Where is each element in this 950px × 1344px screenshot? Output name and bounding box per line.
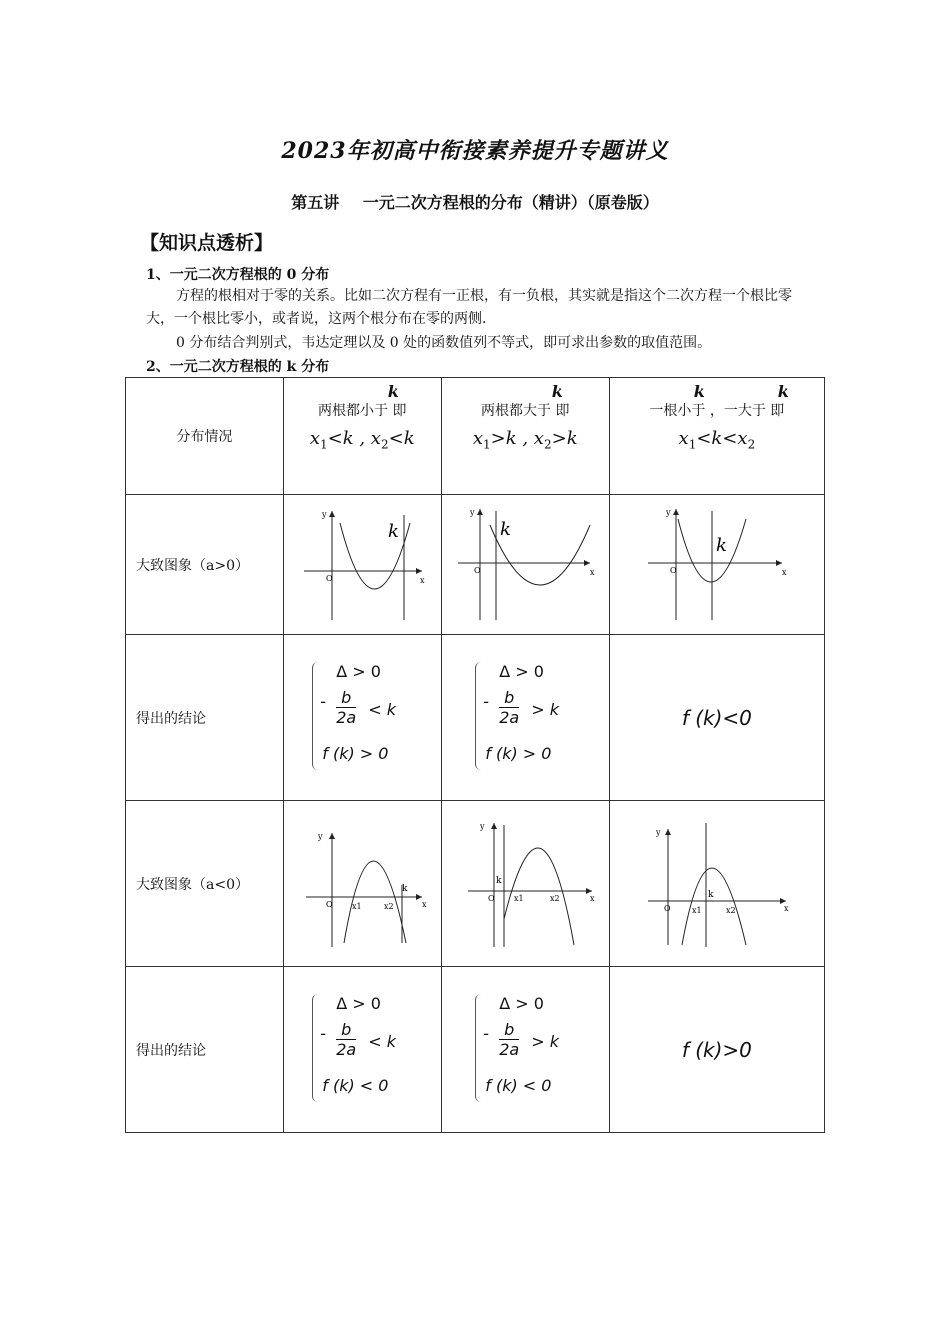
paragraph-zero-relation: 方程的根相对于零的关系。比如二次方程有一正根，有一负根，其实就是指这个二次方程一个根比零大，一个根比零小，或者说，这两个根分布在零的两侧. [146,288,792,327]
k-label: k [693,382,705,401]
root-x1: x1 [514,893,524,903]
k-label: k [777,382,789,401]
discriminant: Δ > 0 [336,993,381,1013]
paragraph-zero-method: 0 分布结合判别式，韦达定理以及 0 处的函数值列不等式，即可求出参数的取值范围。 [176,335,712,351]
header-text: 两根都大于 即 [481,403,570,419]
header-math: $x_1<k<x_2$ [678,428,756,452]
discriminant: Δ > 0 [499,661,544,681]
header-text: 两根都小于 即 [318,403,407,419]
graph-down-straddle [642,819,792,949]
row-label: 大致图象（a<0） [126,801,284,967]
axis-of-symmetry: $\frac{b}{2a}$ [336,687,357,727]
table-row [126,967,825,1133]
graph-up-straddle [642,505,792,625]
header-one-each-side [610,378,824,494]
origin: O [669,565,677,575]
k-label: k [707,889,714,900]
axis-y: y [322,509,327,519]
origin: O [326,899,333,909]
condition-set-greater: Δ > 0 - $\frac{b}{2a}$ > k f (k) > 0 [475,658,575,778]
condition-set-greater: Δ > 0 - $\frac{b}{2a}$ > k f (k) < 0 [475,990,575,1110]
k-label: k [551,382,563,401]
row-label: 得出的结论 [126,967,284,1133]
row-label: 得出的结论 [126,635,284,801]
header-text: 一根小于 ，一大于 即 [649,403,785,419]
axis-of-symmetry: $\frac{b}{2a}$ [336,1019,357,1059]
lecture-subtitle: 第五讲 一元二次方程根的分布（精讲）（原卷版） [291,193,659,212]
axis-x: x [590,893,595,903]
axis-y: y [655,827,661,837]
header-both-greater [442,378,609,494]
root-x2: x2 [550,893,560,903]
axis-of-symmetry: $\frac{b}{2a}$ [499,1019,520,1059]
axis-x: x [420,575,425,585]
axis-x: x [781,567,787,577]
root-x1: x1 [691,905,702,915]
f-of-k-negative: f (k)<0 [609,635,824,801]
header-both-less [284,378,441,494]
graph-down-both-less [292,819,432,949]
axis-x: x [590,567,595,577]
k-label: k [715,534,727,556]
row-label: 大致图象（a>0） [126,495,284,635]
k-label: k [500,518,512,540]
origin: O [488,893,495,903]
discriminant: Δ > 0 [336,661,381,681]
root-x1: x1 [352,901,362,911]
row-label: 分布情况 [126,378,284,495]
axis-of-symmetry: $\frac{b}{2a}$ [499,687,520,727]
header-math: $x_1<k$ , $x_2<k$ [309,428,415,452]
condition-set-less: Δ > 0 - $\frac{b}{2a}$ < k f (k) < 0 [312,990,412,1110]
axis-y: y [665,507,671,517]
root-x2: x2 [384,901,394,911]
f-of-k: f (k) < 0 [322,1075,389,1095]
section-title: 【知识点透析】 [140,232,274,254]
k-label: k [388,520,400,542]
origin: O [663,903,671,913]
f-of-k-positive: f (k)>0 [609,967,824,1133]
f-of-k: f (k) > 0 [322,743,389,763]
root-x2: x2 [725,905,736,915]
axis-y: y [470,507,475,517]
axis-y: y [318,831,323,841]
origin: O [326,573,333,583]
graph-up-both-less [292,505,432,625]
heading-k-distribution: 2、一元二次方程根的 k 分布 [146,359,330,375]
f-of-k: f (k) > 0 [485,743,552,763]
table-row [126,495,825,635]
f-of-k: f (k) < 0 [485,1075,552,1095]
k-label: k [402,883,408,894]
table-row [126,635,825,801]
axis-y: y [480,821,485,831]
header-math: $x_1>k$ , $x_2>k$ [472,428,578,452]
graph-up-both-greater [450,505,600,625]
origin: O [474,565,481,575]
graph-down-both-greater [450,819,600,949]
heading-zero-distribution: 1、一元二次方程根的 0 分布 [146,267,330,283]
axis-x: x [783,903,789,913]
discriminant: Δ > 0 [499,993,544,1013]
doc-title: 2023年初高中衔接素养提升专题讲义 [281,138,669,164]
axis-x: x [422,899,427,909]
k-label: k [387,382,399,401]
k-label: k [496,875,502,886]
table-row [126,378,825,495]
table-row [126,801,825,967]
k-distribution-table [125,377,825,1133]
condition-set-less: Δ > 0 - $\frac{b}{2a}$ < k f (k) > 0 [312,658,412,778]
